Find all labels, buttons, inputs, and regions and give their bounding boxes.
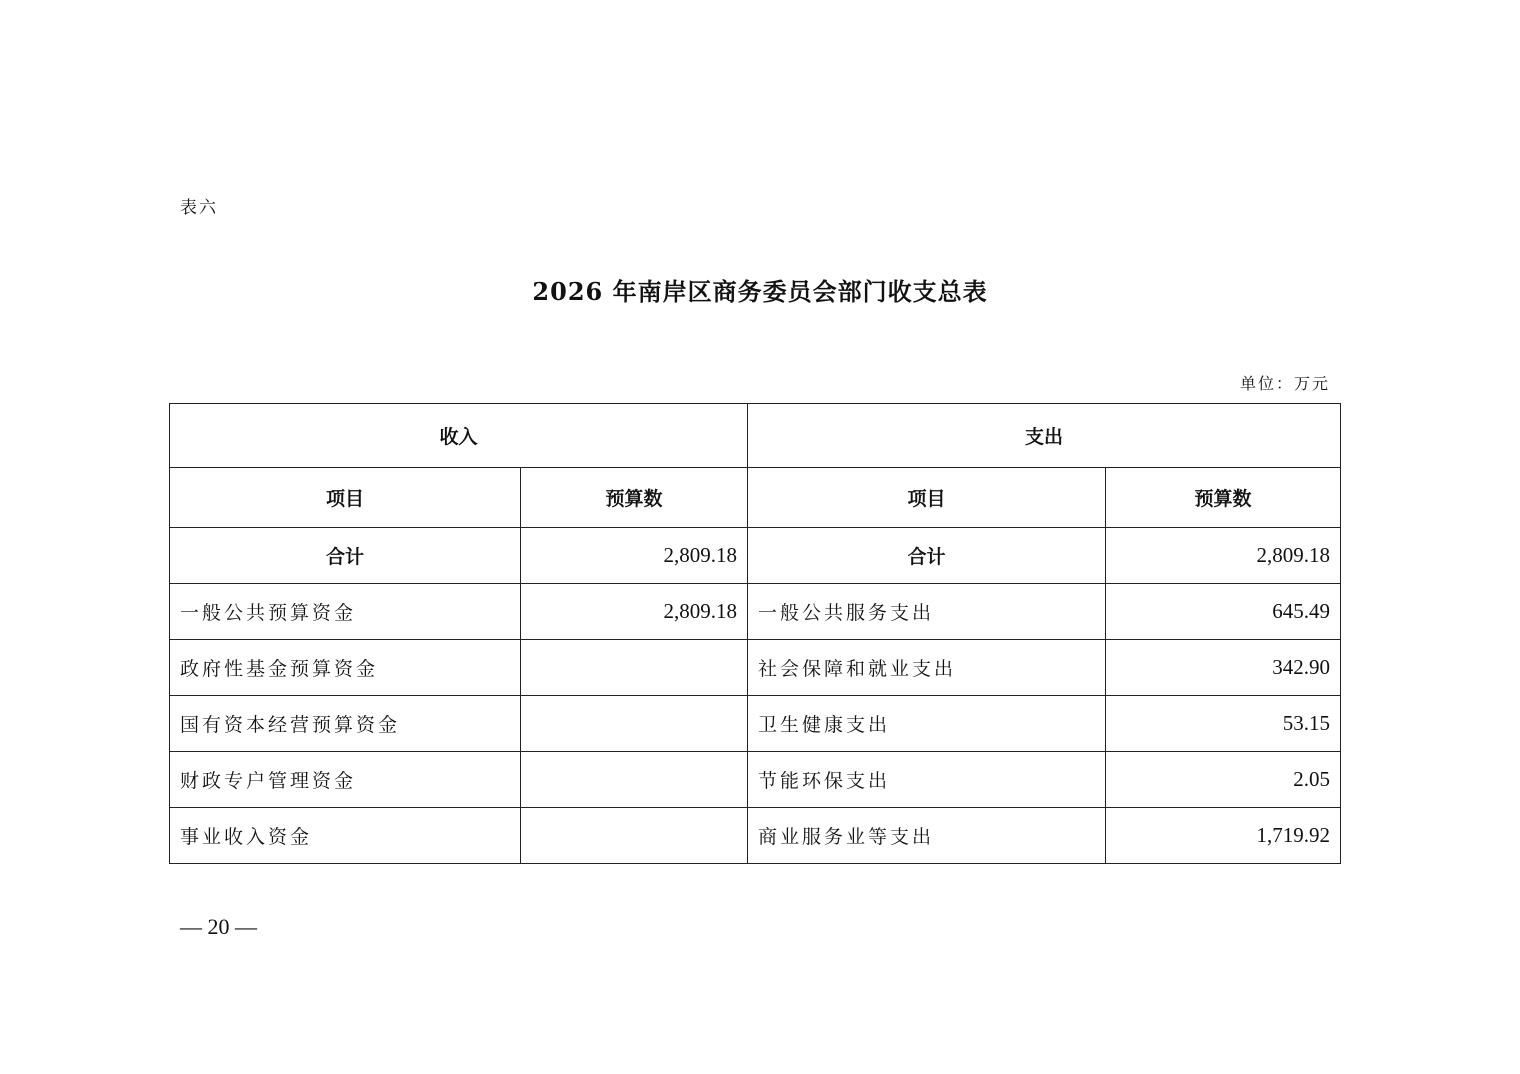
table-row bbox=[170, 584, 1341, 640]
expense-total-label: 合计 bbox=[748, 528, 1106, 584]
income-header: 收入 bbox=[170, 404, 748, 468]
unit-label: 单位：万元 bbox=[1239, 374, 1330, 393]
income-total-value: 2,809.18 bbox=[521, 528, 748, 584]
income-item: 财政专户管理资金 bbox=[170, 752, 521, 808]
expense-value: 1,719.92 bbox=[1106, 808, 1341, 864]
income-item: 一般公共预算资金 bbox=[170, 584, 521, 640]
expense-item: 卫生健康支出 bbox=[748, 696, 1106, 752]
budget-summary-table bbox=[169, 403, 1341, 864]
table-row bbox=[170, 808, 1341, 864]
table-row bbox=[170, 752, 1341, 808]
income-item: 政府性基金预算资金 bbox=[170, 640, 521, 696]
income-value bbox=[521, 808, 748, 864]
income-budget-column-header: 预算数 bbox=[521, 468, 748, 528]
expense-item: 节能环保支出 bbox=[748, 752, 1106, 808]
income-item: 事业收入资金 bbox=[170, 808, 521, 864]
total-row bbox=[170, 528, 1341, 584]
income-item-column-header: 项目 bbox=[170, 468, 521, 528]
group-header-row bbox=[170, 404, 1341, 468]
column-header-row bbox=[170, 468, 1341, 528]
expense-header: 支出 bbox=[748, 404, 1341, 468]
table-row bbox=[170, 696, 1341, 752]
income-value bbox=[521, 696, 748, 752]
expense-value: 342.90 bbox=[1106, 640, 1341, 696]
expense-total-value: 2,809.18 bbox=[1106, 528, 1341, 584]
table-row bbox=[170, 640, 1341, 696]
expense-budget-column-header: 预算数 bbox=[1106, 468, 1341, 528]
income-total-label: 合计 bbox=[170, 528, 521, 584]
page-number: — 20 — bbox=[180, 914, 257, 939]
expense-item: 商业服务业等支出 bbox=[748, 808, 1106, 864]
expense-item: 社会保障和就业支出 bbox=[748, 640, 1106, 696]
document-title: 2026 年南岸区商务委员会部门收支总表 bbox=[532, 277, 988, 306]
income-item: 国有资本经营预算资金 bbox=[170, 696, 521, 752]
income-value bbox=[521, 752, 748, 808]
table-label: 表六 bbox=[180, 198, 218, 218]
income-value: 2,809.18 bbox=[521, 584, 748, 640]
expense-value: 53.15 bbox=[1106, 696, 1341, 752]
expense-value: 2.05 bbox=[1106, 752, 1341, 808]
expense-value: 645.49 bbox=[1106, 584, 1341, 640]
expense-item: 一般公共服务支出 bbox=[748, 584, 1106, 640]
income-value bbox=[521, 640, 748, 696]
expense-item-column-header: 项目 bbox=[748, 468, 1106, 528]
